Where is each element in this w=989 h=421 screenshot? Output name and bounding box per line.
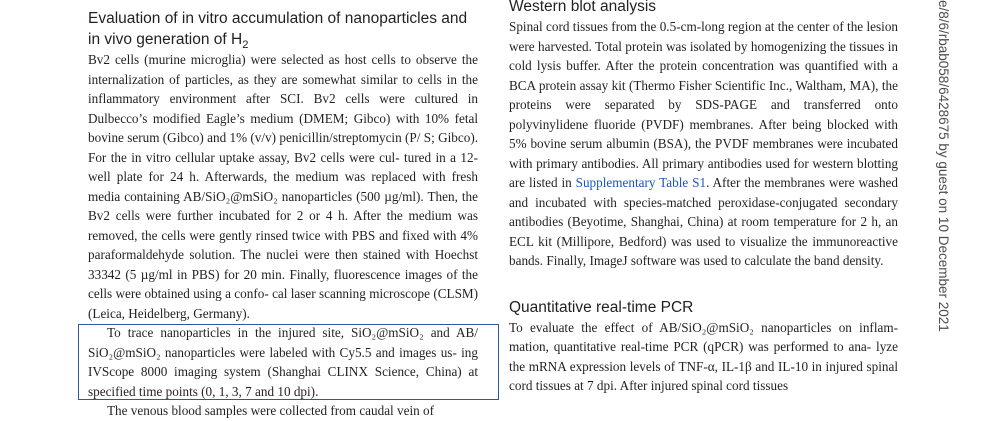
text-line: S; Gibco). For the in vitro cellular uptake assay, Bv2 cells were cul- xyxy=(88,130,479,165)
section-heading-evaluation xyxy=(88,8,478,50)
text-line: cal laser scanning microscope (CLSM) (Leica, Heidelberg, xyxy=(88,286,479,321)
heading-line-2: in vivo generation of H xyxy=(88,31,243,48)
text-line: antibodies used for western blotting are listed in Supplementary xyxy=(509,155,899,190)
supplementary-table-link[interactable]: Supplementary xyxy=(575,175,656,190)
text-line: bands. Finally, ImageJ software was used to calculate the band xyxy=(509,253,840,268)
text-line: To trace nanoparticles in the injured site, SiO₂@mSiO₂ and AB/ xyxy=(107,325,478,340)
heading-line-1: Evaluation of in vitro accumulation of nanoparticles and xyxy=(88,10,468,27)
section-heading-qpcr: Quantitative real-time PCR xyxy=(509,298,694,316)
text-line: the internalization of particles, as they are somewhat similar to cells xyxy=(88,52,478,87)
text-line: Bv2 cells (murine microglia) were selected as host cells to observe xyxy=(88,52,457,67)
text-line: The venous blood samples were collected from caudal vein of xyxy=(107,403,435,418)
text-line: lesion were harvested. Total protein was isolated by homogenizing xyxy=(509,19,899,54)
text-line: being blocked with 5% bovine serum albumin (BSA), the PVDF xyxy=(509,116,898,151)
text-line: at specified time points (0, 1, 3, 7 and 10 dpi). xyxy=(88,364,479,399)
text-line: lyze the mRNA expression levels of TNF-α, IL-1β and IL-10 in xyxy=(509,339,898,374)
heading-subscript: 2 xyxy=(242,39,249,52)
text-line: tured in a 12-well plate for 24 h. Afterwards, the medium was xyxy=(88,149,478,184)
text-line: membranes were incubated with primary antibodies. All primary xyxy=(509,136,899,171)
right-column xyxy=(509,0,898,396)
text-line: quantified with a BCA protein assay kit (Thermo Fisher Scientific xyxy=(509,58,898,93)
text-line: with PBS and fixed with 4% paraformaldehyde solution. The nuclei xyxy=(88,227,478,262)
supplementary-table-link[interactable]: Table S1 xyxy=(659,175,707,190)
download-watermark xyxy=(928,0,972,419)
text-line: in Dulbecco’s modified Eagle’s medium (DMEM; Gibco) with 10% xyxy=(88,91,478,126)
text-line: species-matched peroxidase-conjugated secondary antibodies xyxy=(509,194,898,229)
text-line: Inc., Waltham, MA), the proteins were separated by SDS-PAGE and xyxy=(509,77,898,112)
text-line: kit (Millipore, Bedford) was used to visualize the immunoreactive xyxy=(538,233,899,249)
watermark-text: e/8/6/rbab058/6428675 by guest on 10 December 2021 xyxy=(936,0,951,332)
text-line: Finally, fluorescence images of the cells were obtained using a confo- xyxy=(88,266,478,301)
text-line: mation, quantitative real-time PCR (qPCR) was performed to ana- xyxy=(509,339,872,354)
text-line: were then stained with Hoechst 33342 (5 µg/ml in PBS) for 20 min. xyxy=(88,247,478,282)
highlight-box xyxy=(78,324,499,400)
text-line: (Beyotime, Shanghai, China) at room temperature for 2 h, an ECL xyxy=(509,214,898,249)
text-line: Germany). xyxy=(193,305,250,321)
text-line: injured spinal cord tissues at 7 dpi. After injured spinal cord tissues xyxy=(509,358,899,393)
text-line: Table S1. After the membranes were washed and incubated with xyxy=(509,175,898,210)
text-line: replaced with fresh media containing AB/SiO₂@mSiO₂ nanoparticles xyxy=(88,169,479,204)
text-line: transferred onto polyvinylidene fluoride (PVDF) membranes. After xyxy=(509,97,899,132)
text-line: the tissues in cold lysis buffer. After the protein concentration was xyxy=(509,38,899,73)
text-line: in the inflammatory environment after SCI. Bv2 cells were cultured xyxy=(88,71,478,106)
paragraph-qpcr xyxy=(509,318,898,396)
paragraph-western-blot xyxy=(509,17,898,271)
paragraph-bv2-cells xyxy=(88,50,478,323)
text-line: After the medium was removed, the cells were gently rinsed twice xyxy=(88,208,478,243)
paragraph-venous-blood xyxy=(88,401,478,421)
text-line: (500 µg/ml). Then, the Bv2 cells were further incubated for 2 or 4 h. xyxy=(88,188,478,223)
text-line: density. xyxy=(842,253,884,268)
text-line: SiO₂@mSiO₂ nanoparticles were labeled with Cy5.5 and images us- xyxy=(88,344,457,360)
text-line: ing IVScope 8000 imaging system (Shanghai CLINX Science, China) xyxy=(88,344,478,379)
text-line: To evaluate the effect of AB/SiO₂@mSiO₂ nanoparticles on inflam- xyxy=(509,319,898,335)
text-line: fetal bovine serum (Gibco) and 1% (v/v) penicillin/streptomycin (P/ xyxy=(88,110,479,145)
section-heading-western-blot: Western blot analysis xyxy=(509,0,657,15)
text-line: Spinal cord tissues from the 0.5-cm-long region at the center of the xyxy=(509,19,864,34)
